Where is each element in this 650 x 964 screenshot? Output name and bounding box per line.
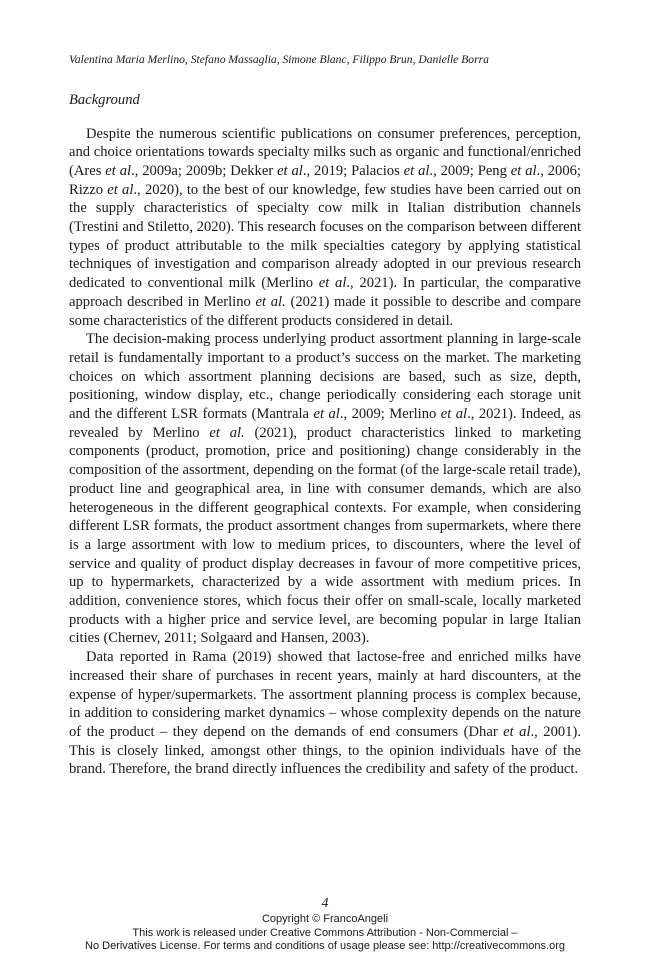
section-title: Background [69, 92, 140, 108]
paragraph-2 [69, 330, 581, 648]
paragraph-text-run: ., 2006; Rizzo [69, 162, 581, 198]
paragraph-text-run: ., 2020), to the best of our knowledge, few studies have been carried out on the supply characteristics of specialty cow milk in Italian distribution channels (Trestini and Stiletto, 2020). This research focuses on the comparison between different types of product attributable to the milk specialties category by applying statistical techniques of investigation and comparison already adopted in our previous research dedicated to conventional milk (Merlino [69, 181, 581, 292]
paragraph-text-run: (2021) made it possible to describe and compare some characteristics of the different products considered in detail. [69, 293, 582, 329]
license-line-1: This work is released under Creative Commons Attribution - Non-Commercial – [132, 926, 518, 939]
paragraph-text-run: ., 2019; Palacios [302, 162, 404, 179]
paragraph-text-run: The decision-making process underlying product assortment planning in large-scale retail is fundamentally important to a product’s success on the market. The marketing choices on which assortment planning decisions are based, such as size, depth, positioning, window display, etc., change periodically considering each storage unit and the different LSR formats (Mantrala [69, 331, 581, 423]
license-footer [0, 913, 650, 954]
copyright-line: Copyright © FrancoAngeli [261, 913, 389, 925]
citation-et-al: et al [403, 162, 430, 179]
paragraph-text-run: ., 2009a; 2009b; Dekker [131, 162, 278, 179]
citation-et-al: et al [440, 406, 468, 423]
citation-et-al: et al [107, 181, 134, 198]
citation-et-al: et al [313, 406, 340, 423]
citation-et-al: et al [503, 724, 531, 740]
body-text [69, 125, 581, 780]
running-head-authors: Valentina Maria Merlino, Stefano Massaglia, Simone Blanc, Filippo Brun, Danielle Borra [69, 53, 489, 66]
paragraph-text-run: ., 2009; Peng [429, 162, 511, 179]
citation-et-al: et al [318, 275, 347, 292]
paragraph-text-run: ., 2021). Indeed, as revealed by Merlino [69, 406, 581, 441]
citation-et-al: et al [105, 162, 132, 179]
paragraph-text-run: Data reported in Rama (2019) showed that lactose-free and enriched milks have increased their share of purchases in recent years, mainly at hard discounters, at the expense of hyper/supermarkets. The assortment planning process is complex because, in addition to considering market dynamics – whose complexity depends on the nature of the product – they depend on the demands of end consumers (Dhar [69, 649, 581, 740]
paragraph-text-run: ., 2021). In particular, the comparative approach described in Merlino [69, 275, 581, 310]
citation-et-al: et al [510, 162, 537, 179]
citation-et-al: et al. [209, 424, 245, 441]
paragraph-text-run: ., 2001). This is closely linked, amongst other things, to the opinion individuals have of the brand. Therefore, the brand directly influences the credibility and safety of the product. [69, 724, 581, 778]
license-line-2: No Derivatives License. For terms and conditions of usage please see: http://creativecommons.org [85, 940, 565, 953]
citation-et-al: et al. [255, 293, 286, 310]
paragraph-3 [69, 648, 581, 779]
paragraph-1 [69, 125, 581, 331]
paragraph-text-run: (2021), product characteristics linked to marketing components (product, promotion, price and positioning) change considerably in the composition of the assortment, depending on the format (of the large-scale retail trade), product line and geographical area, in line with consumer demands, which are also heterogeneous in the different geographical contexts. For example, when considering different LSR formats, the product assortment changes from supermarkets, where there is a large assortment with low to medium prices, to discounters, where the level of service and quality of product display decreases in favour of more competitive prices, up to hypermarkets, characterized by a wide assortment with medium prices. In addition, convenience stores, which focus their offer on small-scale, locally marketed products with a higher price and service level, are becoming popular in large Italian cities (Chernev, 2011; Solgaard and Hansen, 2003). [69, 424, 582, 647]
citation-et-al: et al [277, 162, 303, 179]
page-number: 4 [321, 896, 329, 911]
paragraph-text-run: Despite the numerous scientific publications on consumer preferences, perception, and choice orientations towards specialty milks such as organic and functional/enriched (Ares [69, 125, 581, 179]
paragraph-text-run: ., 2009; Merlino [339, 406, 441, 423]
